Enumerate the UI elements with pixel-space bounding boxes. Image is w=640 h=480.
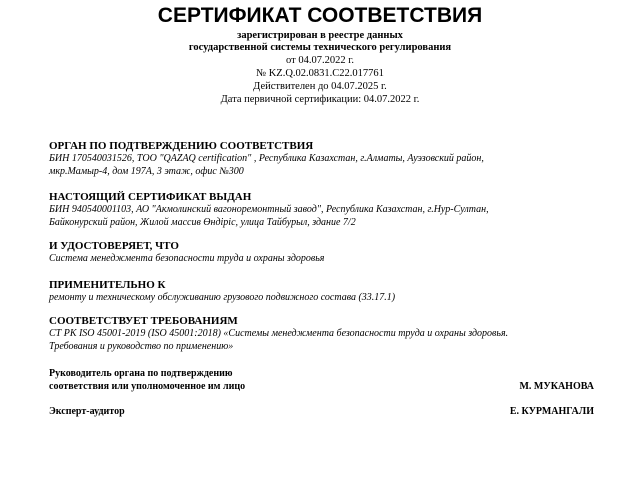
- section-text-line: БИН 940540001103, АО "Акмолинский вагоноремонтный завод", Республика Казахстан, г.Нур-Султан,: [49, 204, 489, 215]
- section-certification-body: [49, 140, 609, 178]
- auditor-label: Эксперт-аудитор: [49, 406, 125, 417]
- section-text-line: Система менеджмента безопасности труда и охраны здоровья: [49, 253, 325, 264]
- section-heading: ПРИМЕНИТЕЛЬНО К: [49, 279, 166, 291]
- section-certifies: [49, 240, 609, 266]
- head-signature-block: [49, 368, 594, 393]
- auditor-signature-block: [49, 406, 594, 419]
- registration-date: от 04.07.2022 г.: [286, 55, 354, 66]
- section-heading: ОРГАН ПО ПОДТВЕРЖДЕНИЮ СООТВЕТСТВИЯ: [49, 140, 314, 152]
- auditor-name: Е. КУРМАНГАЛИ: [509, 406, 594, 417]
- valid-until: Действителен до 04.07.2025 г.: [253, 81, 387, 92]
- section-text-line: БИН 170540031526, ТОО "QAZAQ certification" , Республика Казахстан, г.Алматы, Ауэзовский район,: [49, 153, 484, 164]
- head-signatory-name: М. МУКАНОВА: [519, 380, 594, 392]
- section-heading: И УДОСТОВЕРЯЕТ, ЧТО: [49, 240, 179, 252]
- section-conforms-to: [49, 315, 609, 353]
- section-applicable-to: [49, 279, 609, 305]
- section-issued-to: [49, 191, 609, 229]
- certificate-number: № KZ.Q.02.0831.C22.017761: [256, 68, 384, 79]
- section-text-line: ремонту и техническому обслуживанию грузового подвижного состава (33.17.1): [49, 292, 396, 303]
- section-text-line: Байконурский район, Жилой массив Өндіріс, улица Тайбурыл, здание 7/2: [49, 216, 356, 228]
- registration-line-1: зарегистрирован в реестре данных: [237, 30, 403, 41]
- section-text-line: Требования и руководство по применению»: [49, 340, 234, 352]
- section-text-line: мкр.Мамыр-4, дом 197А, 3 этаж, офис №300: [49, 165, 244, 177]
- certificate-title: СЕРТИФИКАТ СООТВЕТСТВИЯ: [157, 4, 483, 27]
- first-certification-date: Дата первичной сертификации: 04.07.2022 г.: [220, 94, 420, 105]
- registration-line-2: государственной системы технического регулирования: [188, 42, 452, 53]
- head-title-line-2: соответствия или уполномоченное им лицо: [49, 380, 246, 392]
- section-heading: НАСТОЯЩИЙ СЕРТИФИКАТ ВЫДАН: [49, 191, 252, 203]
- section-heading: СООТВЕТСТВУЕТ ТРЕБОВАНИЯМ: [49, 315, 238, 327]
- head-title-line-1: Руководитель органа по подтверждению: [49, 368, 233, 379]
- section-text-line: СТ РК ISO 45001-2019 (ISO 45001:2018) «Системы менеджмента безопасности труда и охраны здоровья.: [49, 328, 509, 339]
